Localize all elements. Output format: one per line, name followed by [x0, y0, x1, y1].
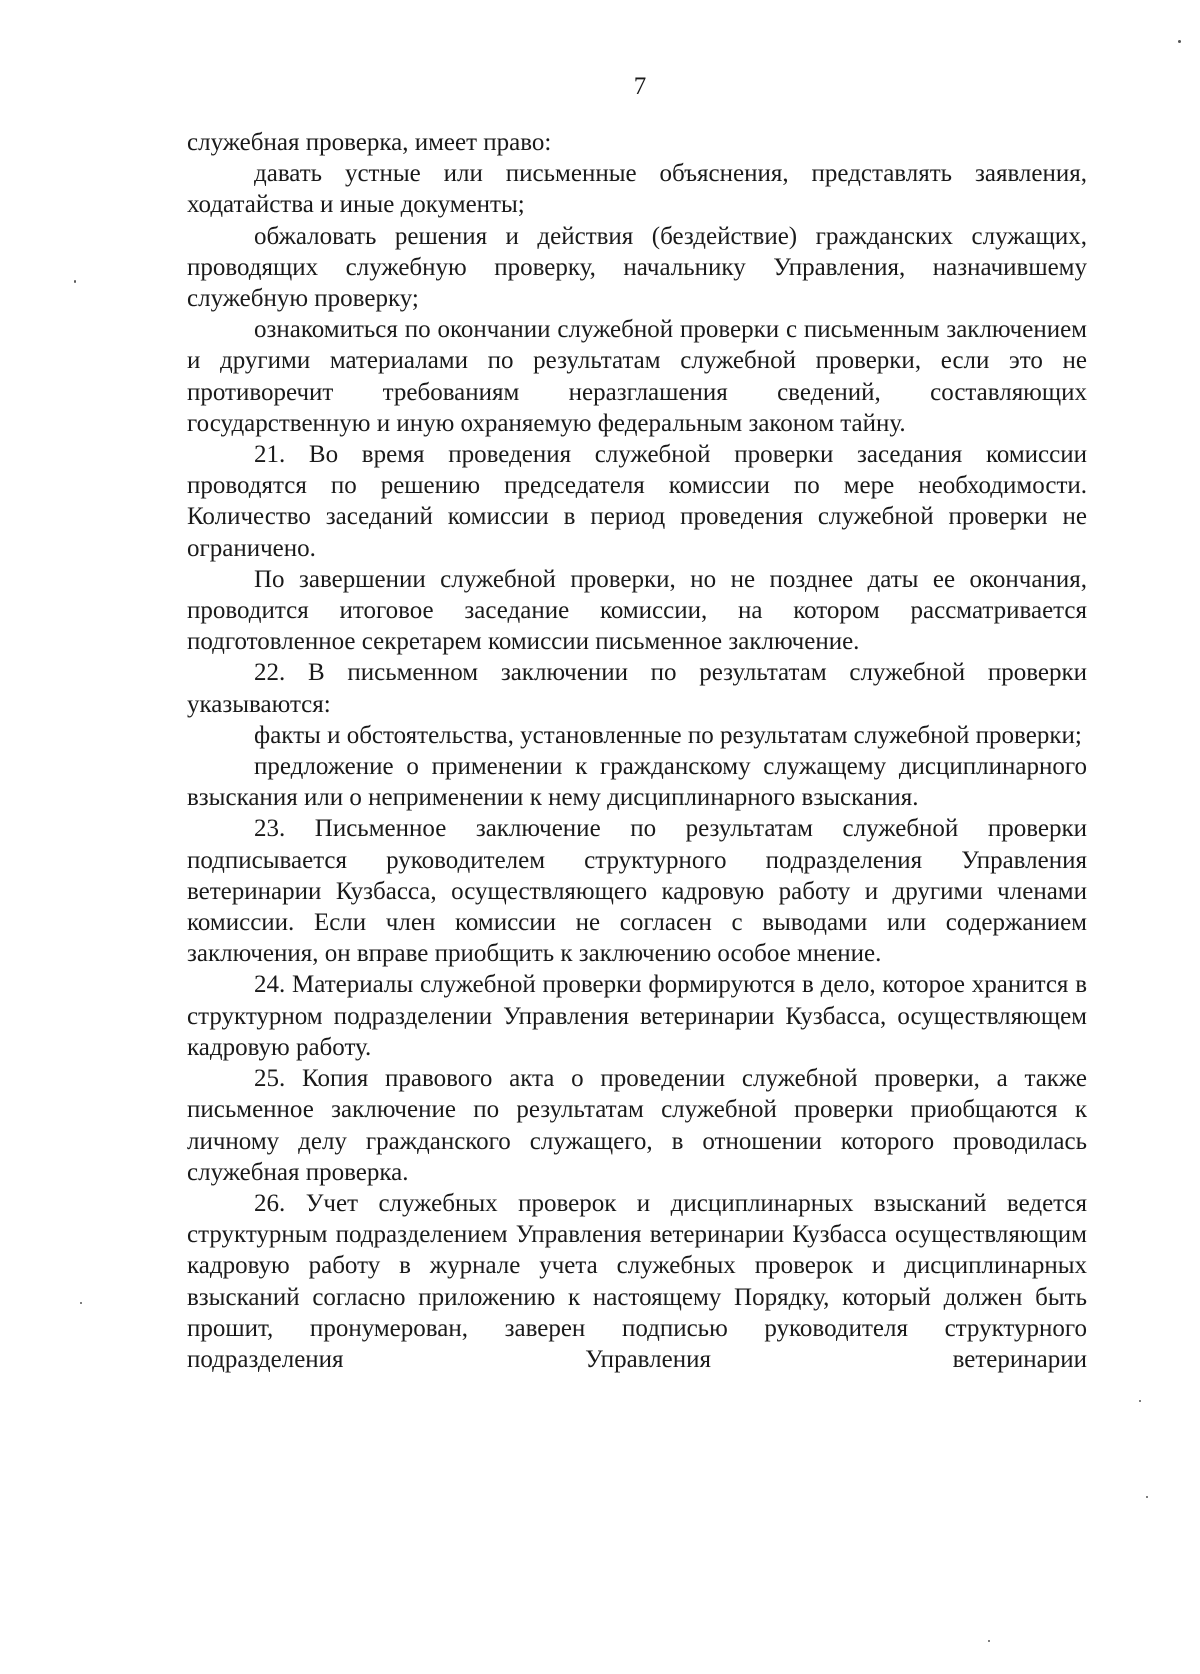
scan-speck [1178, 40, 1181, 43]
paragraph: предложение о применении к гражданскому служащему дисциплинарного взыскания или о неприменении к нему дисциплинарного взыскания. [187, 753, 1087, 812]
paragraph: 23. Письменное заключение по результатам служебной проверки подписывается руководителем структурного подразделения Управления ветеринарии Кузбасса, осуществляющего кадровую работу и другими членами комиссии. Если член комиссии не согласен с выводами или содержанием заключения, он вправе приобщить к заключению особое мнение. [187, 815, 1087, 968]
paragraph: 22. В письменном заключении по результатам служебной проверки указываются: [187, 659, 1087, 718]
scan-speck [1139, 1400, 1141, 1402]
paragraph: обжаловать решения и действия (бездействие) гражданских служащих, проводящих служебную проверку, начальнику Управления, назначившему служебную проверку; [187, 222, 1087, 313]
document-body [187, 127, 1087, 1375]
scan-speck [988, 1640, 990, 1642]
paragraph: ознакомиться по окончании служебной проверки с письменным заключением и другими материалами по результатам служебной проверки, если это не противоречит требованиям неразглашения сведений, составляющих государственную и иную охраняемую федеральным законом тайну. [187, 316, 1087, 437]
paragraph: факты и обстоятельства, установленные по результатам служебной проверки; [254, 721, 1082, 749]
paragraph: служебная проверка, имеет право: [187, 129, 552, 156]
paragraph: 24. Материалы служебной проверки формируются в дело, которое хранится в структурном подразделении Управления ветеринарии Кузбасса, осуществляющем кадровую работу. [187, 971, 1087, 1061]
paragraph: давать устные или письменные объяснения, представлять заявления, ходатайства и иные документы; [187, 160, 1087, 219]
page-number: 7 [633, 73, 647, 100]
paragraph: 25. Копия правового акта о проведении служебной проверки, а также письменное заключение по результатам служебной проверки приобщаются к личному делу гражданского служащего, в отношении которого проводилась служебная проверка. [187, 1065, 1087, 1186]
paragraph: По завершении служебной проверки, но не позднее даты ее окончания, проводится итоговое заседание комиссии, на котором рассматривается подготовленное секретарем комиссии письменное заключение. [187, 565, 1087, 656]
scan-speck [1146, 1496, 1148, 1498]
paragraph: 26. Учет служебных проверок и дисциплинарных взысканий ведется структурным подразделением Управления ветеринарии Кузбасса осуществляющим кадровую работу в журнале учета служебных проверок и дисциплинарных взысканий согласно приложению к настоящему Порядку, который должен быть прошит, пронумерован, заверен подписью руководителя структурного подразделения Управления ветеринарии [187, 1189, 1087, 1373]
scan-speck [74, 280, 76, 283]
scan-speck [80, 1302, 82, 1304]
paragraph: 21. Во время проведения служебной проверки заседания комиссии проводятся по решению председателя комиссии по мере необходимости. Количество заседаний комиссии в период проведения служебной проверки не ограничено. [187, 441, 1087, 562]
